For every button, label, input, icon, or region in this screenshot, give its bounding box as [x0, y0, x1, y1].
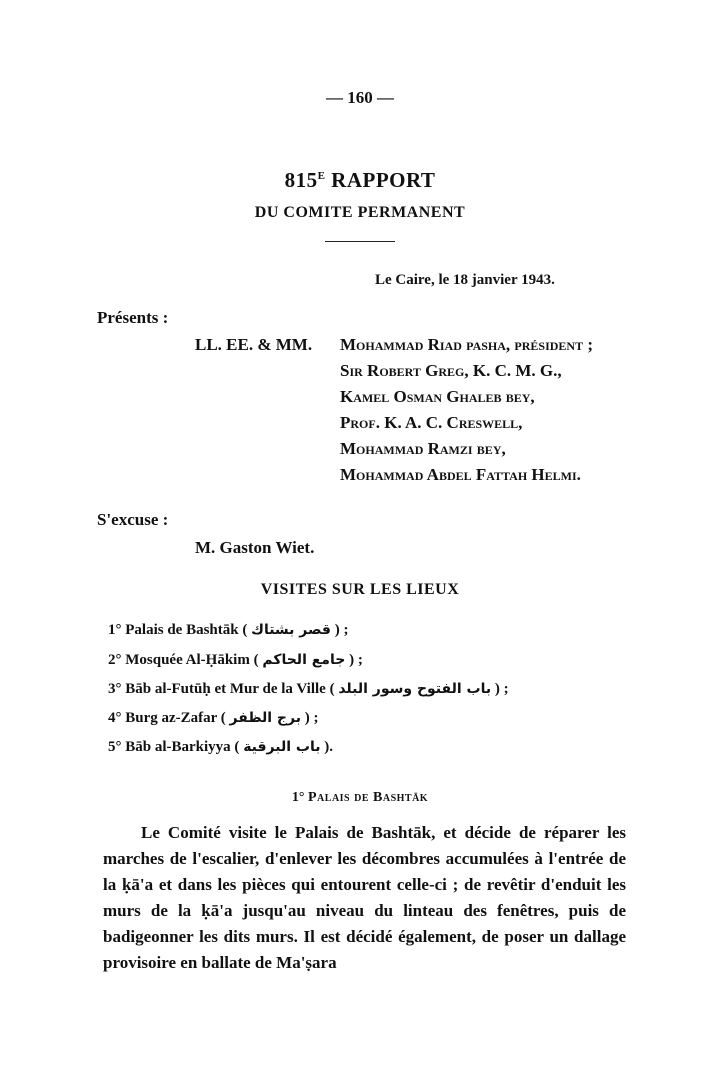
visit-arabic: قصر بشتاك [251, 622, 331, 638]
report-title [0, 168, 720, 193]
visit-arabic: جامع الحاكم [262, 652, 346, 668]
visit-latin: 2° Mosquée Al-Ḥākim ( [108, 652, 259, 668]
visit-latin: 4° Burg az-Zafar ( [108, 710, 226, 726]
report-number-suffix: E [317, 170, 326, 182]
date-line: Le Caire, le 18 janvier 1943. [375, 272, 555, 288]
body-paragraph: Le Comité visite le Palais de Bashtāk, et décide de réparer les marches de l'escalier, d'enlever les décombres accumulées à l'entrée de la ḳā'a et dans les pièces qui entourent celle-ci ; de revêtir d'enduit les murs de la ḳā'a jusqu'au niveau du linteau des fenêtres, puis de badigeonner les dits murs. Il est décidé également, de poser un dallage provisoire en ballate de Ma'ṣara [103, 823, 626, 972]
section-number: 1° [291, 790, 305, 805]
member-line: Mohammad Abdel Fattah Helmi. [340, 465, 581, 484]
visit-end: ). [324, 739, 333, 755]
visit-latin: 3° Bāb al-Futūḥ et Mur de la Ville ( [108, 681, 335, 697]
report-subtitle: DU COMITE PERMANENT [254, 204, 466, 221]
presents-lead: LL. EE. & MM. [195, 335, 313, 354]
visit-end: ) ; [349, 652, 363, 668]
page-number: — 160 — [326, 88, 394, 107]
excuse-label: S'excuse : [97, 510, 169, 529]
member-line: Sir Robert Greg, K. C. M. G., [340, 361, 562, 380]
visit-arabic: برج الظفر [229, 710, 301, 726]
section-title: Palais de Bashtāk [308, 790, 429, 805]
visit-item [108, 739, 333, 756]
section-heading [0, 790, 720, 806]
visit-item [108, 652, 363, 669]
visit-end: ) ; [304, 710, 319, 726]
visit-end: ) ; [334, 622, 349, 638]
excuse-name: M. Gaston Wiet. [195, 538, 315, 557]
member-line: Mohammad Riad pasha, président ; [340, 335, 594, 354]
visit-latin: 5° Bāb al-Barkiyya ( [108, 739, 240, 755]
visit-arabic: باب الفتوح وسور البلد [338, 681, 492, 697]
member-line: Kamel Osman Ghaleb bey, [340, 387, 535, 406]
visit-item [108, 622, 348, 639]
report-number: 815 [284, 168, 318, 192]
title-divider [325, 241, 395, 242]
visit-latin: 1° Palais de Bashtāk ( [108, 622, 248, 638]
member-line: Prof. K. A. C. Creswell, [340, 413, 523, 432]
report-word: RAPPORT [331, 168, 436, 192]
member-line: Mohammad Ramzi bey, [340, 439, 506, 458]
visit-end: ) ; [494, 681, 509, 697]
visit-item [108, 710, 318, 727]
visit-item [108, 681, 509, 698]
visits-title: VISITES SUR LES LIEUX [260, 581, 460, 598]
presents-label: Présents : [97, 308, 169, 327]
visit-arabic: باب البرقية [243, 739, 321, 755]
